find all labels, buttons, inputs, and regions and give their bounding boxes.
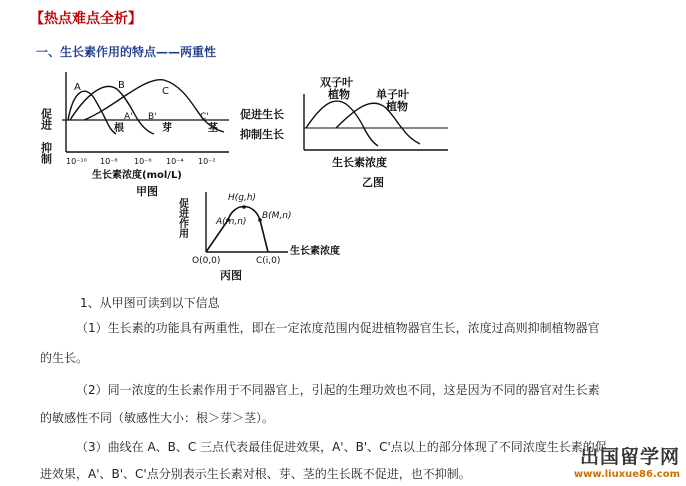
section-title: 一、生长素作用的特点——两重性 xyxy=(36,45,217,59)
bing-y-label: 促进作用 xyxy=(176,198,188,238)
watermark-site-name: 出国留学网 xyxy=(579,446,680,468)
jia-label-b: B xyxy=(118,80,125,91)
jia-tick-2: 10⁻⁸ xyxy=(100,157,118,166)
site-watermark xyxy=(574,442,680,480)
bing-point-h: H(g,h) xyxy=(228,193,257,203)
yi-caption: 乙图 xyxy=(362,176,384,189)
jia-organ-root: 根 xyxy=(114,123,124,134)
jia-organ-stem: 茎 xyxy=(208,123,218,134)
jia-label-a: A xyxy=(74,82,81,93)
jia-label-c: C xyxy=(162,86,169,97)
jia-x-label: 生长素浓度(mol/L) xyxy=(92,170,182,181)
section-header: 【热点难点全析】 xyxy=(30,11,142,27)
yi-x-label: 生长素浓度 xyxy=(332,156,387,169)
figure-jia xyxy=(39,68,244,198)
jia-y-promote: 促进 xyxy=(39,108,53,130)
jia-caption: 甲图 xyxy=(136,185,158,198)
jia-tick-3: 10⁻⁶ xyxy=(134,157,152,166)
yi-legend-monocot-1: 单子叶 xyxy=(376,88,409,101)
para-3-line2: 的敏感性不同（敏感性大小：根＞芽＞茎）。 xyxy=(40,411,275,425)
bing-point-c: C(i,0) xyxy=(256,256,281,266)
jia-label-c-prime: C' xyxy=(200,112,209,122)
jia-label-a-prime: A' xyxy=(124,112,133,122)
jia-tick-4: 10⁻⁴ xyxy=(166,157,184,166)
yi-legend-monocot-2: 植物 xyxy=(386,100,408,113)
watermark-site-url: www.liuxue86.com xyxy=(573,469,680,480)
bing-x-label: 生长素浓度 xyxy=(290,246,340,257)
jia-organ-bud: 芽 xyxy=(162,123,172,134)
para-2-line2: 的生长。 xyxy=(40,351,89,365)
para-4-line2: 进效果，A'、B'、C'点分别表示生长素对根、芽、茎的生长既不促进，也不抑制。 xyxy=(40,467,471,481)
bing-origin: O(0,0) xyxy=(192,256,221,266)
bing-point-a: A(m,n) xyxy=(216,217,247,227)
para-2-line1: （1）生长素的功能具有两重性，即在一定浓度范围内促进植物器官生长，浓度过高则抑制植物器官 xyxy=(76,321,600,335)
yi-y-inhibit: 抑制生长 xyxy=(240,128,284,141)
figure-yi xyxy=(236,74,454,192)
jia-y-inhibit: 抑制 xyxy=(39,142,53,164)
yi-y-promote: 促进生长 xyxy=(240,108,284,121)
yi-legend-dicot-1: 双子叶 xyxy=(320,76,353,89)
jia-tick-1: 10⁻¹⁰ xyxy=(66,157,87,166)
para-3-line1: （2）同一浓度的生长素作用于不同器官上，引起的生理功效也不同，这是因为不同的器官对生长素 xyxy=(76,383,600,397)
yi-legend-dicot-2: 植物 xyxy=(328,88,350,101)
para-4-line1: （3）曲线在 A、B、C 三点代表最佳促进效果，A'、B'、C'点以上的部分体现了不同浓度生长素的促 xyxy=(76,440,607,454)
jia-label-b-prime: B' xyxy=(148,112,157,122)
bing-point-b: B(M,n) xyxy=(262,211,292,221)
para-1: 1、从甲图可读到以下信息 xyxy=(80,296,220,310)
bing-caption: 丙图 xyxy=(220,269,242,282)
figure-bing xyxy=(176,190,370,294)
jia-tick-5: 10⁻² xyxy=(198,157,216,166)
